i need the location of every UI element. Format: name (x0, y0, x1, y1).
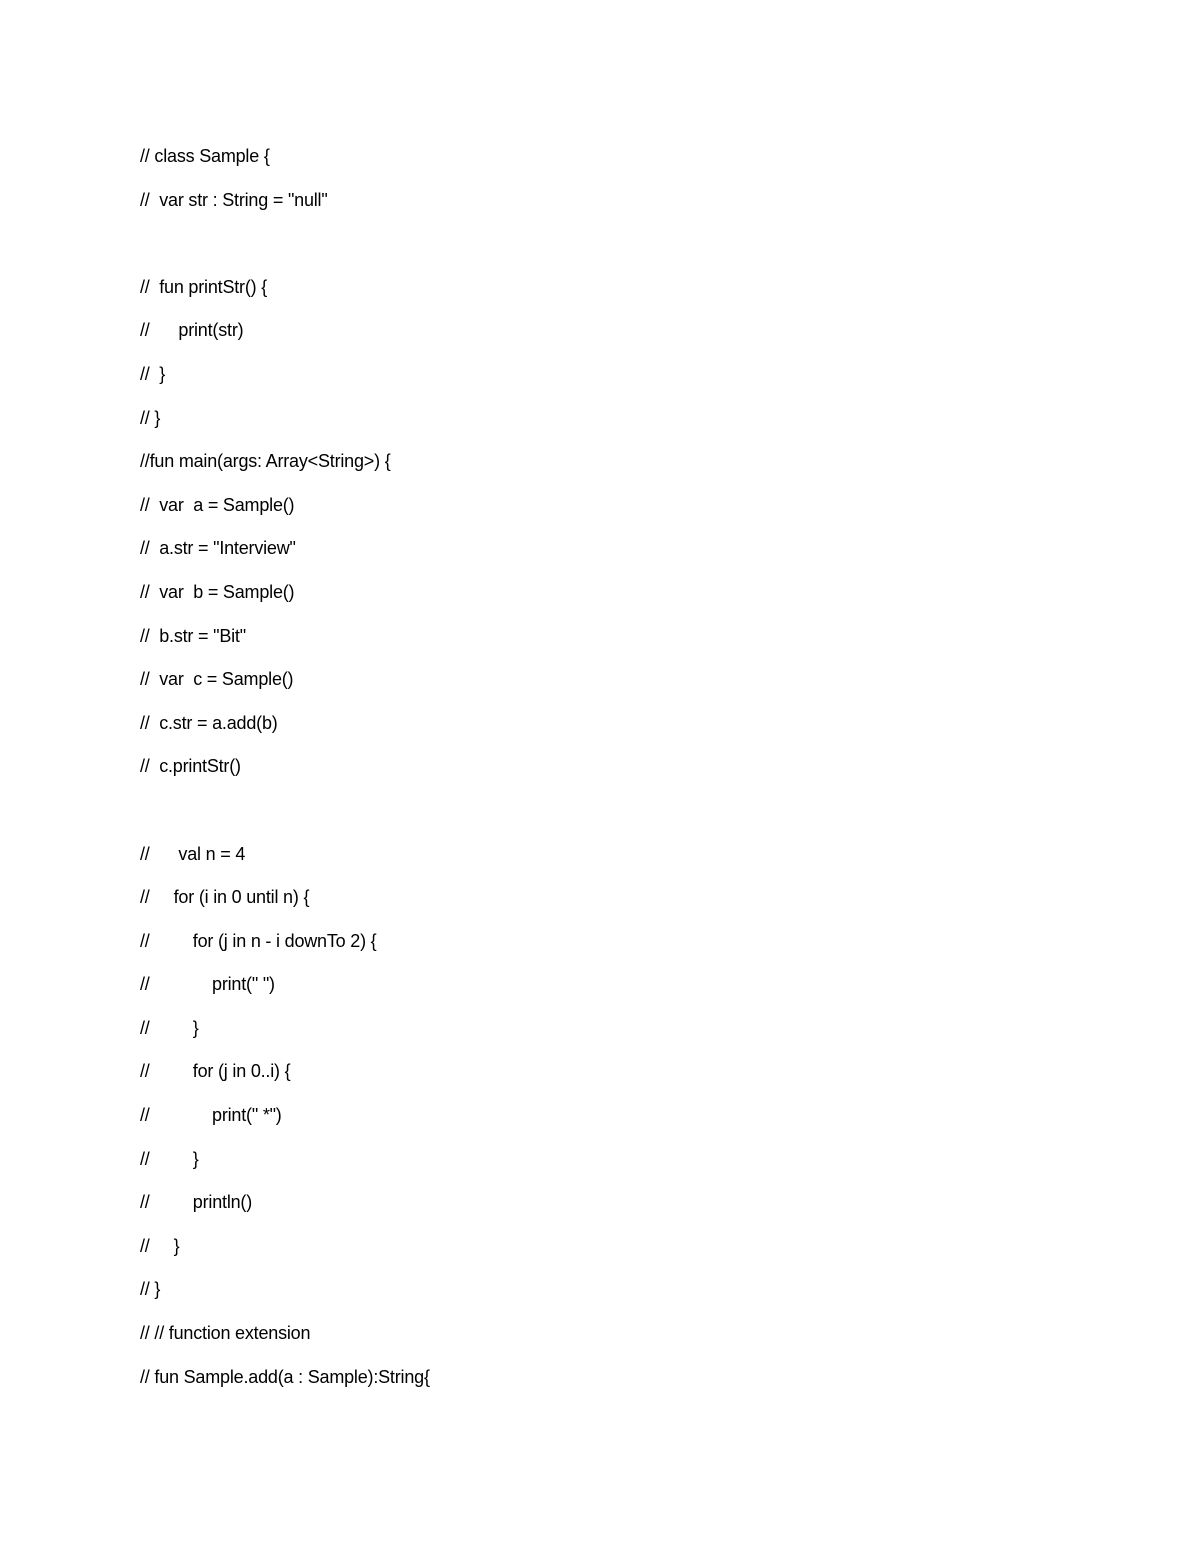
code-listing (140, 140, 1100, 1404)
code-line: // print(str) (140, 320, 244, 341)
code-line: // fun Sample.add(a : Sample):String{ (140, 1366, 430, 1387)
code-line: // } (140, 1148, 199, 1169)
code-line: // fun printStr() { (140, 276, 268, 297)
code-line: // for (j in 0..i) { (140, 1061, 291, 1082)
code-line: // var c = Sample() (140, 669, 294, 690)
code-line: // var str : String = "null" (140, 189, 328, 210)
code-line: // c.printStr() (140, 756, 241, 777)
code-line: // print(" ") (140, 974, 275, 995)
code-line: // } (140, 1235, 180, 1256)
blank-line (140, 794, 1100, 838)
code-line: // a.str = "Interview" (140, 538, 296, 559)
blank-line (140, 227, 1100, 271)
code-line: // class Sample { (140, 146, 270, 166)
code-line: // } (140, 407, 161, 428)
code-line: // val n = 4 (140, 843, 246, 864)
code-line: // for (j in n - i downTo 2) { (140, 930, 377, 951)
code-line: // } (140, 1017, 199, 1038)
code-line: // b.str = "Bit" (140, 625, 246, 646)
code-line: // } (140, 363, 166, 384)
code-line: // var b = Sample() (140, 581, 295, 602)
code-line: // } (140, 1279, 161, 1300)
code-line: //fun main(args: Array<String>) { (140, 451, 391, 472)
code-line: // c.str = a.add(b) (140, 712, 278, 733)
code-line: // println() (140, 1192, 253, 1213)
code-line: // var a = Sample() (140, 494, 295, 515)
code-line: // print(" *") (140, 1105, 282, 1126)
code-line: // // function extension (140, 1323, 311, 1344)
code-line: // for (i in 0 until n) { (140, 887, 310, 908)
